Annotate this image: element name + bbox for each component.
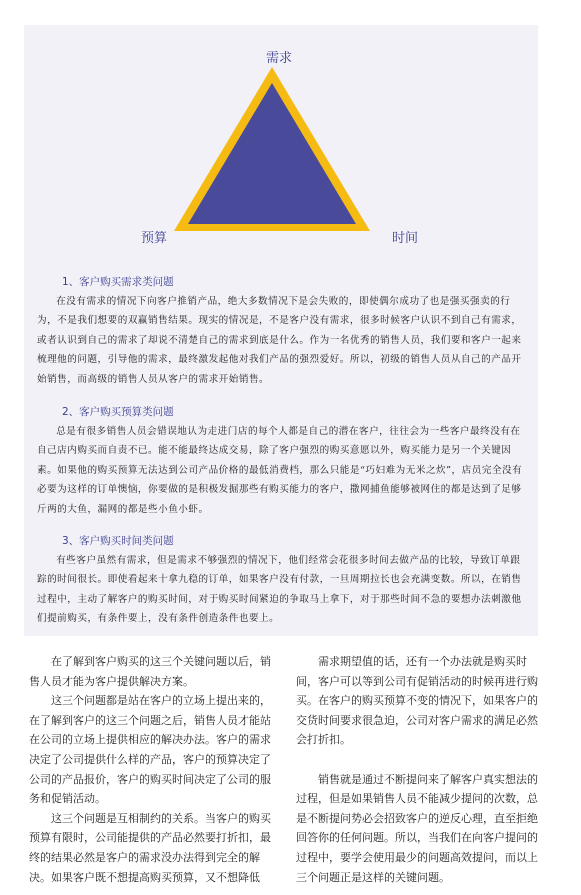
section-budget xyxy=(24,404,538,519)
section-body: 有些客户虽然有需求，但是需求不够强烈的情况下，他们经常会花很多时间去做产品的比较，导致订单跟踪的时间很长。即使看起来十拿九稳的订单，如果客户没有付款，一旦周期拉长也会充满变数。所以，在销售过程中，主动了解客户的购买时间，对于购买时间紧迫的争取马上拿下，对于那些时间不急的要想办法刺激他们提前购买，有条件要上，没有条件创造条件也要上。 xyxy=(37,555,522,625)
label-demand: 需求 xyxy=(266,51,293,66)
info-box xyxy=(24,25,538,636)
triangle-diagram xyxy=(24,25,538,265)
triangle-fill xyxy=(188,83,356,224)
paragraph: 在了解到客户购买的这三个关键问题以后，销售人员才能为客户提供解决方案。 xyxy=(29,655,271,688)
paragraph: 销售就是通过不断提问来了解客户真实想法的过程，但是如果销售人员不能减少提问的次数，总是不断提问势必会招致客户的逆反心理，直至拒绝回答你的任何问题。所以，当我们在向客户提问的过程中，要学会使用最少的问题高效提问，而以上三个问题正是这样的关键问题。 xyxy=(296,772,538,884)
section-title: 1、客户购买需求类问题 xyxy=(62,276,174,288)
section-time xyxy=(24,533,538,629)
section-title: 2、客户购买预算类问题 xyxy=(62,406,174,418)
section-demand xyxy=(24,274,538,389)
label-time: 时间 xyxy=(392,231,419,246)
section-body: 在没有需求的情况下向客户推销产品，绝大多数情况下是会失败的，即使偶尔成功了也是强买强卖的行为，不是我们想要的双赢销售结果。现实的情况是，不是客户没有需求，很多时候客户认识不到自己有需求，或者认识到自己的需求了却说不清楚自己的需求到底是什么。作为一名优秀的销售人员，我们要和客户一起来梳理他的问题，引导他的需求，最终激发起他对我们产品的强烈爱好。所以，初级的销售人员从自己的产品开始销售，而高级的销售人员从客户的需求开始销售。 xyxy=(37,296,522,385)
paragraph: 这三个问题是互相制约的关系。当客户的购买预算有限时，公司能提供的产品必然要打折扣，最终的结果必然是客户的需求没办法得到完全的解决。如果客户既不想提高购买预算，又不想降低 xyxy=(29,811,271,884)
section-title: 3、客户购买时间类问题 xyxy=(62,535,174,547)
left-column xyxy=(29,652,272,887)
section-body: 总是有很多销售人员会错误地认为走进门店的每个人都是自己的潜在客户，往往会为一些客户最终没有在自己店内购买而自责不已。能不能最终达成交易，除了客户强烈的购买意愿以外，购买能力是另一个关键因素。如果他的购买预算无法达到公司产品价格的最低消费档，那么只能是“巧妇难为无米之炊”，店员完全没有必要为这样的订单懊恼，你要做的是积极发掘那些有购买能力的客户，撒网捕鱼能够被网住的都是达到了足够斤两的大鱼，漏网的都是些小鱼小虾。 xyxy=(37,426,523,515)
paragraph: 这三个问题都是站在客户的立场上提出来的，在了解到客户的这三个问题之后，销售人员才能站在公司的立场上提供相应的解决办法。客户的需求决定了公司提供什么样的产品，客户的预算决定了公司的产品报价，客户的购买时间决定了公司的服务和促销活动。 xyxy=(29,694,271,806)
paragraph: 需求期望值的话，还有一个办法就是购买时间，客户可以等到公司有促销活动的时候再进行购买。在客户的购买预算不变的情况下，如果客户的交货时间要求很急迫，公司对客户需求的满足必然会打折扣。 xyxy=(296,655,538,747)
right-column xyxy=(296,652,539,887)
label-budget: 预算 xyxy=(141,231,168,246)
